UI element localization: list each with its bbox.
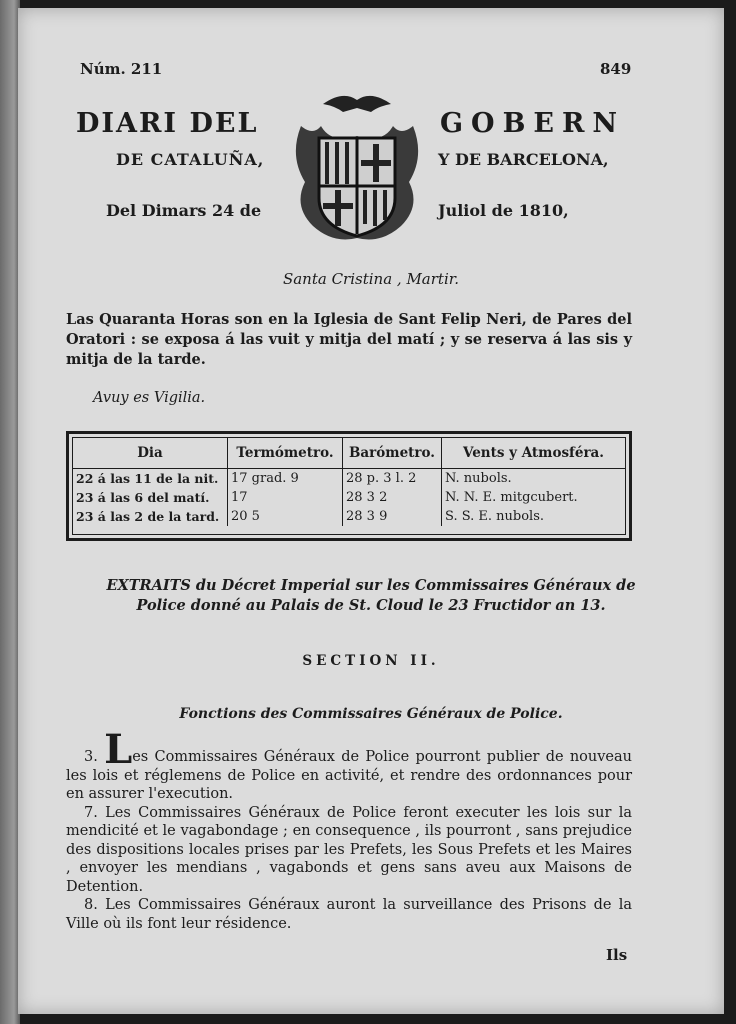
articles-body — [66, 726, 633, 933]
cell-baro: 28 p. 3 l. 2 — [343, 469, 442, 489]
facing-page-edge — [0, 0, 20, 1024]
masthead-title-left: DIARI DEL — [76, 108, 259, 139]
newspaper-page — [18, 8, 724, 1014]
article-3-number: 3. — [84, 749, 98, 765]
functions-heading: Fonctions des Commissaires Généraux de Police. — [179, 706, 563, 722]
cell-vents: S. S. E. nubols. — [445, 509, 545, 524]
article-3-text: es Commissaires Généraux de Police pourront publier de nouveau les lois et réglemens de Police en activité, et rendre des ordonnances pour en assurer l'execution. — [66, 749, 633, 802]
cell-baro: 28 3 9 — [343, 507, 442, 526]
table-row — [73, 488, 625, 507]
decree-heading: EXTRAITS du Décret Imperial sur les Commissaires Généraux de Police donné au Palais de St. Cloud le 23 Fructidor an 13. — [106, 577, 636, 614]
saint-of-the-day: Santa Cristina , Martir. — [282, 270, 460, 288]
coat-of-arms-icon — [283, 86, 431, 248]
cell-dia: 22 á las 11 de la nit. — [73, 469, 228, 489]
cell-dia: 23 á las 2 de la tard. — [73, 507, 228, 526]
article-3 — [66, 726, 633, 804]
article-3-dropcap: L — [104, 726, 133, 773]
page-number: 849 — [600, 60, 632, 78]
masthead-subtitle-right: Y DE BARCELONA, — [438, 150, 609, 169]
cell-term: 17 grad. 9 — [228, 469, 343, 489]
cell-dia: 23 á las 6 del matí. — [73, 488, 228, 507]
weather-table — [66, 431, 632, 541]
issue-number: Núm. 211 — [80, 60, 163, 78]
table-row — [73, 507, 625, 526]
section-heading: SECTION II. — [302, 653, 440, 669]
cell-vents: N. N. E. mitgcubert. — [445, 490, 578, 505]
masthead-title-right: GOBERN — [440, 108, 626, 139]
cell-term: 20 5 — [228, 507, 343, 526]
date-right: Juliol de 1810, — [438, 201, 569, 220]
header-dia: Dia — [73, 438, 228, 469]
header-barometro: Barómetro. — [343, 438, 442, 469]
cell-term: 17 — [228, 488, 343, 507]
article-8: 8. Les Commissaires Généraux auront la surveillance des Prisons de la Ville où ils font leur résidence. — [66, 897, 632, 932]
date-left: Del Dimars 24 de — [106, 201, 262, 220]
table-row — [73, 469, 625, 489]
cell-baro: 28 3 2 — [343, 488, 442, 507]
forty-hours-paragraph — [66, 310, 632, 370]
cell-vents: N. nubols. — [445, 471, 512, 486]
header-termometro: Termómetro. — [228, 438, 343, 469]
article-7: 7. Les Commissaires Généraux de Police feront executer les lois sur la mendicité et le vagabondage ; en consequence , ils pourront , sans prejudice des dispositions locales prises par les Prefets, les Sous Prefets et les Maires , envoyer les mendians , vagabonds et gens sans aveu aux Maisons de Detention. — [66, 804, 632, 895]
masthead-subtitle-left: DE CATALUÑA, — [116, 150, 265, 169]
forty-hours-text: Las Quaranta Horas son en la Iglesia de Sant Felip Neri, de Pares del Oratori : se exposa á las vuit y mitja del matí ; y se reserva á las sis y mitja de la tarde. — [66, 311, 632, 368]
vigil-note: Avuy es Vigilia. — [93, 390, 206, 406]
catchword: Ils — [606, 946, 628, 964]
header-vents: Vents y Atmosféra. — [442, 438, 626, 469]
